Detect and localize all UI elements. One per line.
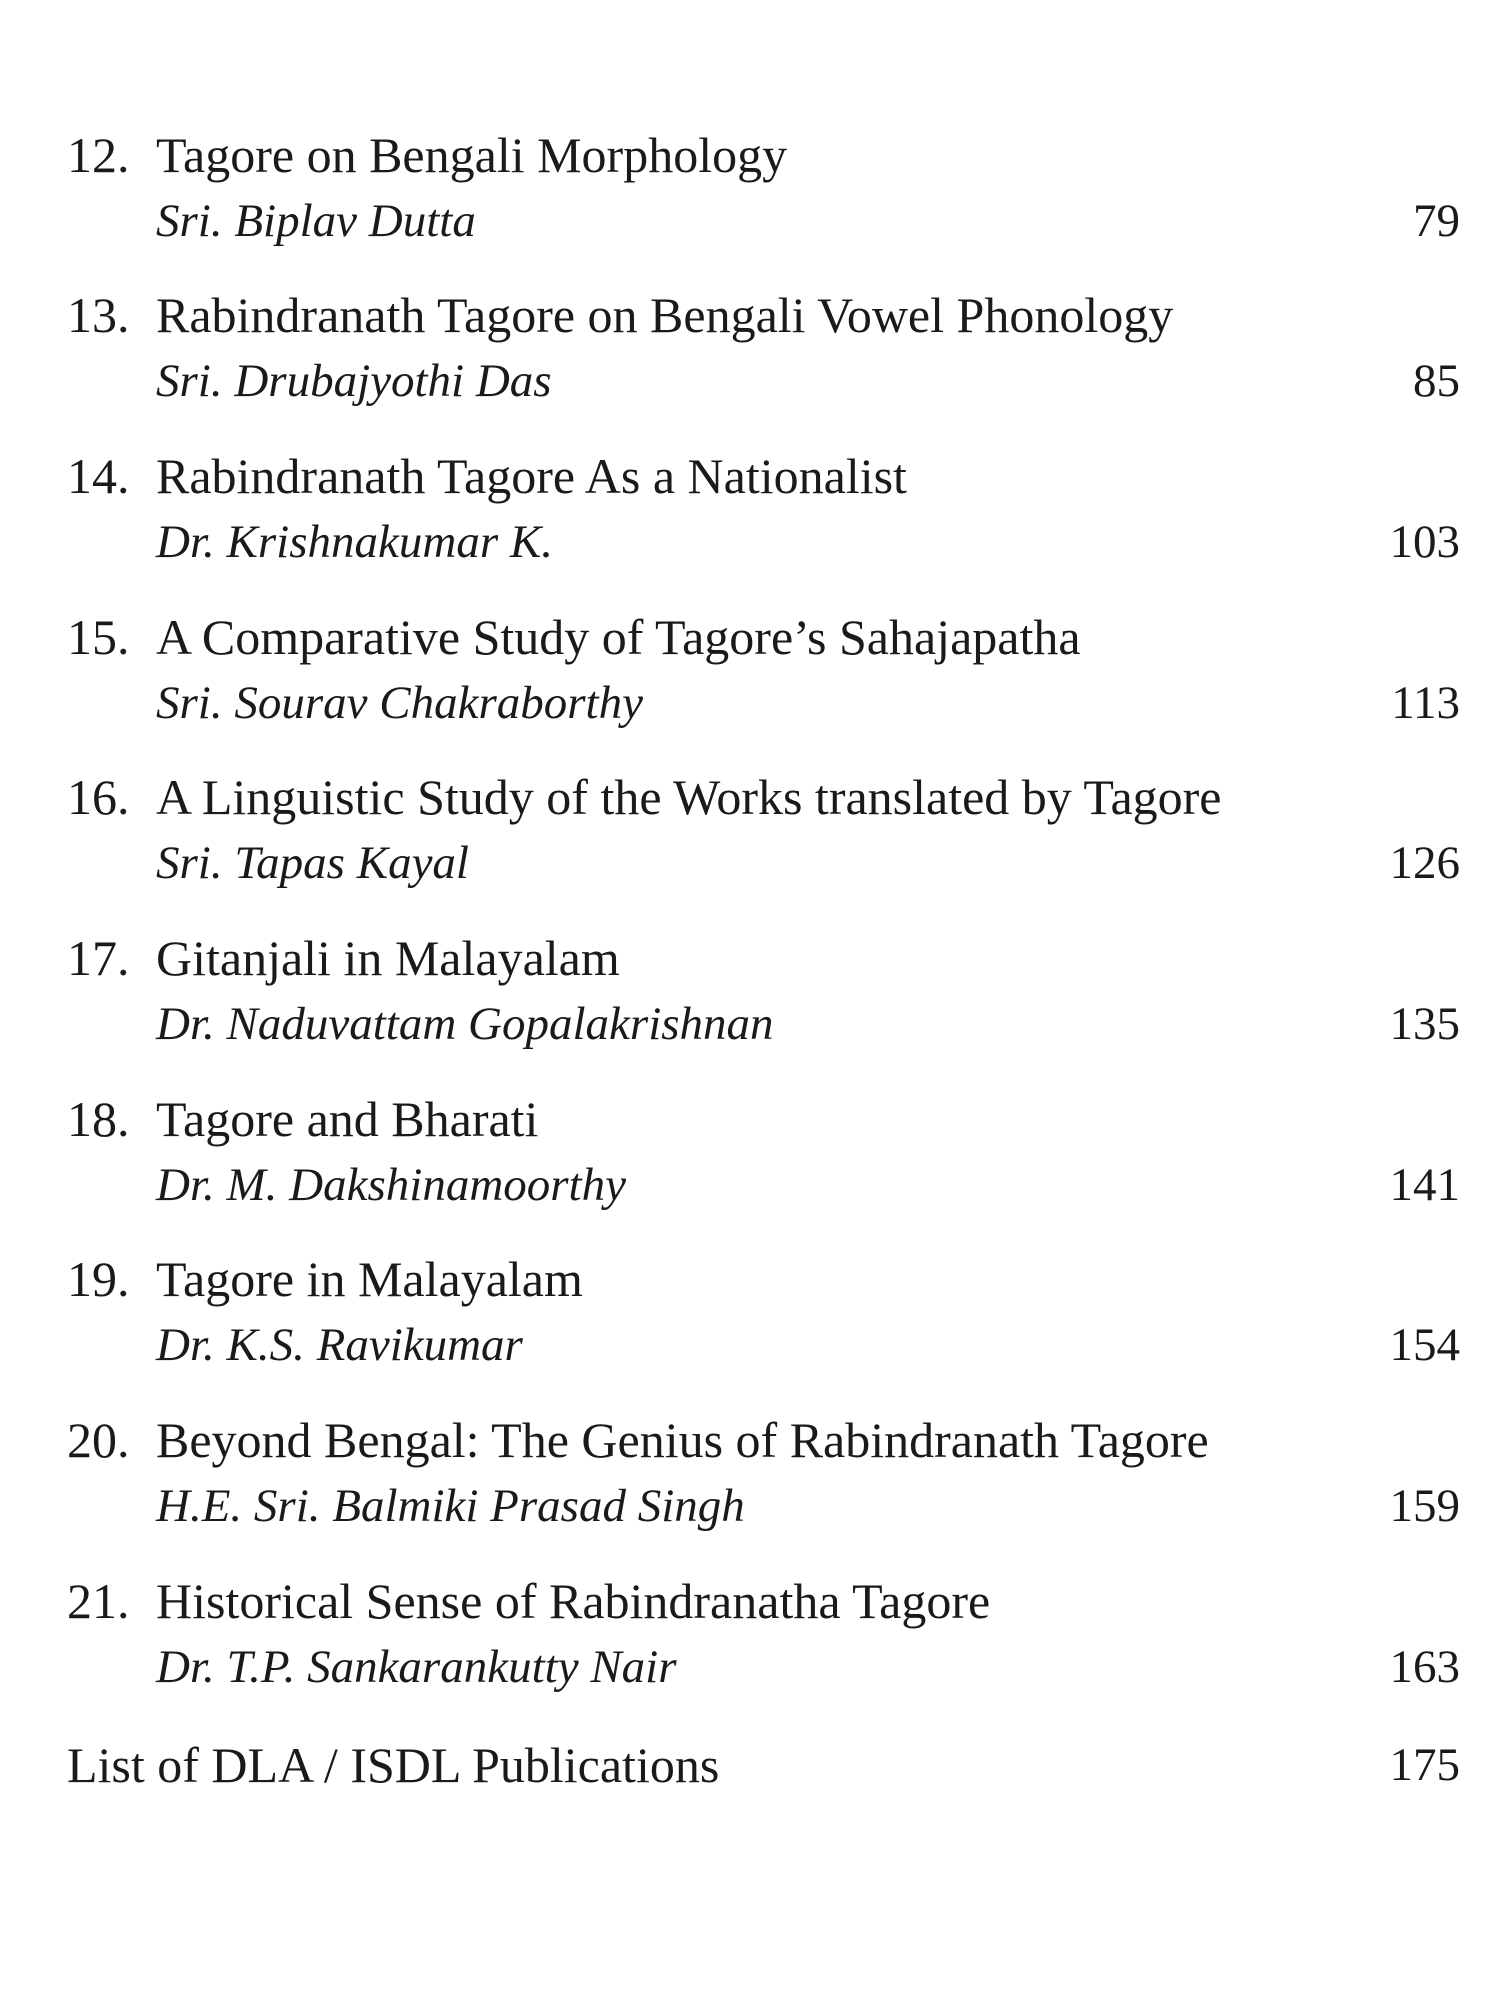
entry-number: 17. xyxy=(67,930,130,986)
entry-page-number: 159 xyxy=(1389,1480,1460,1532)
entry-page-number: 163 xyxy=(1389,1641,1460,1693)
entry-title: A Comparative Study of Tagore’s Sahajapatha xyxy=(156,609,1081,665)
entry-author: Dr. M. Dakshinamoorthy xyxy=(156,1159,626,1211)
entry-title: Gitanjali in Malayalam xyxy=(156,930,620,986)
entry-page-number: 135 xyxy=(1389,998,1460,1050)
entry-page-number: 79 xyxy=(1413,195,1460,247)
entry-author: Sri. Biplav Dutta xyxy=(156,195,476,247)
entry-author: Dr. Krishnakumar K. xyxy=(156,516,553,568)
entry-number: 20. xyxy=(67,1412,130,1468)
entry-page-number: 85 xyxy=(1413,355,1460,407)
entry-page-number: 113 xyxy=(1391,677,1460,729)
entry-page-number: 154 xyxy=(1389,1319,1460,1371)
final-entry-title: List of DLA / ISDL Publications xyxy=(67,1737,720,1793)
entry-number: 18. xyxy=(67,1091,130,1147)
entry-author: Dr. T.P. Sankarankutty Nair xyxy=(156,1641,677,1693)
entry-author: Sri. Sourav Chakraborthy xyxy=(156,677,643,729)
entry-number: 19. xyxy=(67,1251,130,1307)
entry-number: 21. xyxy=(67,1573,130,1629)
final-entry-page-number: 175 xyxy=(1389,1739,1460,1791)
entry-number: 16. xyxy=(67,769,130,825)
entry-title: Rabindranath Tagore on Bengali Vowel Phonology xyxy=(156,287,1174,343)
entry-title: Tagore in Malayalam xyxy=(156,1251,583,1307)
entry-author: Sri. Drubajyothi Das xyxy=(156,355,552,407)
entry-author: Dr. Naduvattam Gopalakrishnan xyxy=(156,998,774,1050)
entry-page-number: 141 xyxy=(1389,1159,1460,1211)
entry-title: Rabindranath Tagore As a Nationalist xyxy=(156,448,907,504)
entry-author: H.E. Sri. Balmiki Prasad Singh xyxy=(156,1480,745,1532)
entry-title: A Linguistic Study of the Works translated by Tagore xyxy=(156,769,1222,825)
entry-number: 14. xyxy=(67,448,130,504)
entry-page-number: 126 xyxy=(1389,837,1460,889)
entry-page-number: 103 xyxy=(1389,516,1460,568)
entry-title: Historical Sense of Rabindranatha Tagore xyxy=(156,1573,991,1629)
entry-number: 13. xyxy=(67,287,130,343)
entry-title: Beyond Bengal: The Genius of Rabindranath Tagore xyxy=(156,1412,1209,1468)
entry-title: Tagore on Bengali Morphology xyxy=(156,127,788,183)
entry-author: Sri. Tapas Kayal xyxy=(156,837,469,889)
entry-number: 12. xyxy=(67,127,130,183)
entry-title: Tagore and Bharati xyxy=(156,1091,539,1147)
entry-author: Dr. K.S. Ravikumar xyxy=(156,1319,523,1371)
entry-number: 15. xyxy=(67,609,130,665)
